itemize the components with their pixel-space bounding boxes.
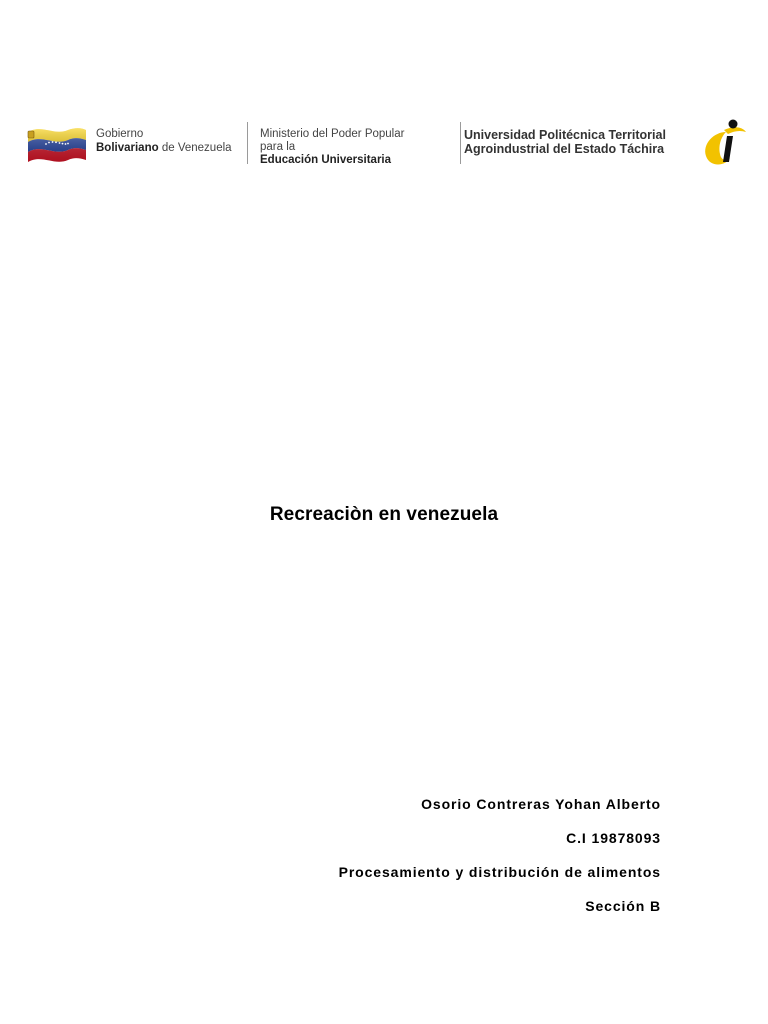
- university-label: [464, 128, 666, 156]
- document-title: Recreaciòn en venezuela: [269, 504, 499, 525]
- author-info: [339, 795, 661, 931]
- government-line1: Gobierno: [96, 128, 144, 140]
- government-line2: Bolivariano de Venezuela: [96, 142, 232, 154]
- venezuela-flag-icon: [24, 122, 88, 166]
- university-line2: Agroindustrial del Estado Táchira: [464, 142, 665, 156]
- ministry-line2: para la Educación Universitaria: [260, 141, 392, 166]
- author-name: Osorio Contreras Yohan Alberto: [421, 796, 661, 812]
- program-name: Procesamiento y distribución de alimentos: [338, 864, 661, 880]
- ministry-label: [260, 128, 404, 167]
- government-label: [96, 127, 232, 155]
- section-label: Sección B: [585, 898, 661, 914]
- institutional-header: [24, 118, 754, 170]
- header-divider: [460, 122, 461, 164]
- university-logo-icon: [700, 118, 750, 170]
- ministry-line1: Ministerio del Poder Popular: [260, 128, 405, 140]
- id-number: C.I 19878093: [566, 830, 661, 846]
- university-line1: Universidad Politécnica Territorial: [464, 128, 666, 142]
- header-divider: [247, 122, 248, 164]
